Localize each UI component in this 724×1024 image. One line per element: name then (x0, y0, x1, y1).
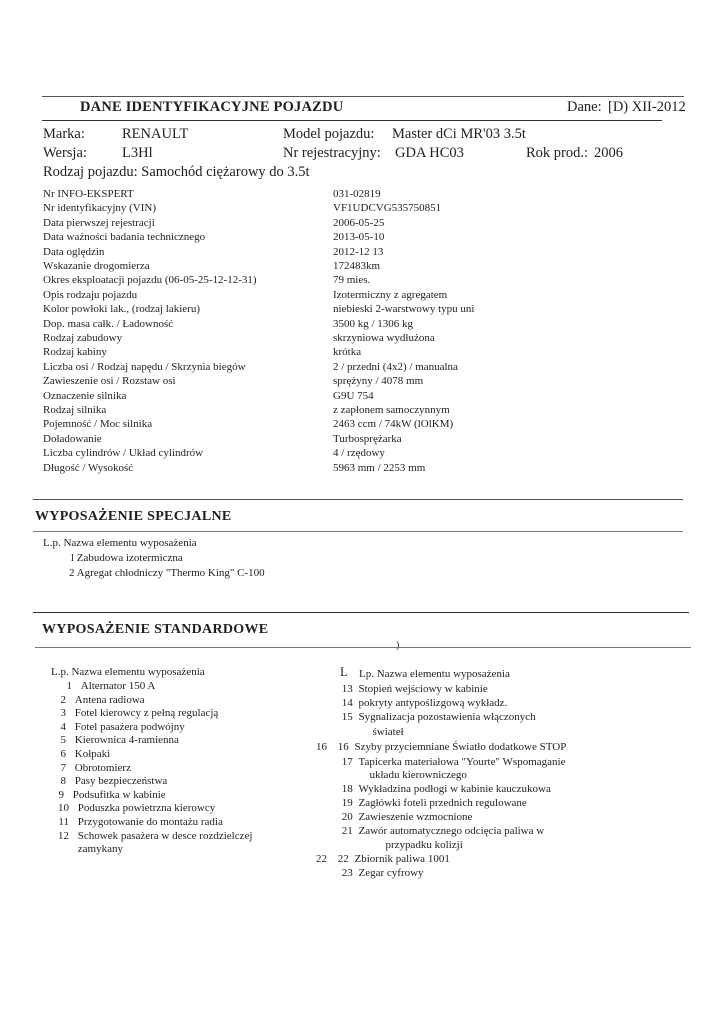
detail-label: Kolor powłoki lak., (rodzaj lakieru) (43, 303, 201, 316)
list-item (310, 756, 565, 770)
item-prefix: 16 (316, 741, 327, 753)
list-item (44, 734, 179, 748)
detail-label: Doładowanie (43, 432, 102, 445)
detail-value: niebieski 2-warstwowy typu uni (333, 303, 475, 316)
item-text: świateł (372, 725, 404, 738)
marka-label: Marka: (43, 126, 85, 142)
list-item (310, 683, 488, 697)
list-item (310, 697, 507, 711)
item-text: Kierownica 4-ramienna (74, 734, 179, 747)
list-item (310, 811, 472, 825)
top-rule (42, 96, 684, 97)
detail-label: Opis rodzaju pojazdu (43, 288, 138, 301)
detail-value: Izotermiczny z agregatem (333, 288, 448, 301)
list-item (44, 775, 167, 789)
detail-label: Dop. masa całk. / Ładowność (43, 317, 174, 330)
detail-label: Data pierwszej rejestracji (43, 216, 155, 229)
special-section-title: WYPOSAŻENIE SPECJALNE (35, 509, 232, 524)
detail-label: Data ważności badania technicznego (43, 231, 206, 244)
item-number: 13 (341, 683, 353, 695)
detail-value: z zapłonem samoczynnym (333, 404, 450, 416)
vehicle-type: Rodzaj pojazdu: Samochód ciężarowy do 3.5t (43, 164, 310, 180)
detail-label: Rodzaj zabudowy (43, 332, 123, 344)
detail-value: 2012-12 13 (333, 245, 384, 258)
item-text: Schowek pasażera w desce rozdzielczej (77, 829, 253, 842)
detail-label: Rodzaj silnika (43, 404, 107, 416)
list-item (42, 789, 166, 803)
item-number: 10 (58, 802, 69, 815)
detail-label: Liczba osi / Rodzaj napędu / Skrzynia biegów (43, 360, 246, 373)
item-text: Tapicerka materiałowa "Yourte" Wspomaganie (358, 756, 566, 768)
item-number: 9 (58, 788, 64, 801)
list-item (310, 711, 536, 725)
item-number: 3 (60, 707, 66, 720)
detail-label: Nr INFO-EKSPERT (43, 188, 134, 200)
detail-value: 172483km (333, 260, 381, 272)
detail-value: 031-02819 (333, 188, 381, 200)
item-number: 17 (341, 756, 353, 768)
detail-value: 5963 mm / 2253 mm (333, 461, 426, 474)
special-top-rule (33, 499, 683, 500)
list-item (44, 748, 110, 762)
model-value: Master dCi MR'03 3.5t (392, 126, 526, 142)
list-item (44, 694, 145, 708)
detail-label: Wskazanie drogomierza (43, 260, 150, 272)
item-number: 12 (58, 829, 69, 842)
detail-label: Nr identyfikacyjny (VIN) (43, 202, 157, 215)
special-item: l Zabudowa izotermiczna (71, 552, 183, 564)
list-item (310, 839, 463, 853)
detail-value: 2013-05-10 (333, 231, 385, 244)
detail-value: G9U 754 (333, 389, 374, 402)
item-text: Fotel kierowcy z pełną regulacją (74, 707, 219, 720)
item-prefix: 22 (316, 853, 327, 865)
date-value: [D) XII-2012 (608, 99, 686, 115)
item-text: przypadku kolizji (385, 839, 463, 851)
list-item (310, 769, 467, 783)
item-text: zamykany (77, 843, 123, 856)
item-number: 23 (341, 867, 353, 879)
item-number: 18 (341, 783, 353, 795)
marka-value: RENAULT (122, 126, 189, 142)
item-text: Antena radiowa (74, 693, 145, 706)
item-number: 20 (341, 811, 353, 823)
item-number: 14 (341, 697, 353, 710)
detail-label: Okres eksploatacji pojazdu (06-05-25-12-12-31) (43, 274, 257, 287)
detail-label: Pojemność / Moc silnika (43, 418, 153, 431)
detail-value: Turbosprężarka (333, 432, 402, 445)
detail-label: Data oględzin (43, 245, 105, 258)
item-number: 11 (58, 816, 69, 828)
list-item (310, 726, 404, 740)
nr-rej-value: GDA HC03 (395, 145, 464, 161)
item-text: układu kierowniczego (369, 769, 467, 781)
standard-right-header-mark: L (340, 664, 348, 679)
item-text: pokryty antypoślizgową wykładz. (358, 697, 508, 710)
item-number: 19 (341, 797, 353, 809)
list-item (47, 830, 252, 844)
item-text: Podsufitka w kabinie (72, 788, 166, 801)
item-text: Zbiornik paliwa 1001 (354, 853, 450, 865)
item-number: 22 (337, 853, 349, 865)
rok-label: Rok prod.: (526, 145, 589, 161)
model-label: Model pojazdu: (283, 126, 375, 142)
detail-label: Liczba cylindrów / Układ cylindrów (43, 447, 204, 460)
item-number: 7 (60, 761, 66, 774)
item-number: 2 (60, 693, 66, 706)
nr-rej-label: Nr rejestracyjny: (283, 145, 381, 161)
wersja-value: L3Hl (122, 145, 153, 161)
detail-label: Długość / Wysokość (43, 461, 134, 474)
stray-mark: ) (396, 640, 400, 651)
detail-value: 4 / rzędowy (333, 447, 385, 460)
list-item (310, 783, 551, 797)
list-item (310, 825, 544, 839)
list-item (310, 797, 527, 811)
item-text: Alternator 150 A (80, 680, 156, 692)
detail-value: 2463 ccm / 74kW (lOlKM) (333, 418, 454, 431)
detail-value: 3500 kg / 1306 kg (333, 317, 414, 330)
list-item (310, 867, 424, 881)
standard-top-rule (33, 612, 689, 613)
standard-section-title: WYPOSAŻENIE STANDARDOWE (42, 622, 269, 637)
item-text: Zawór automatycznego odcięcia paliwa w (358, 825, 545, 837)
list-item (47, 816, 223, 830)
detail-value: VF1UDCVG535750851 (333, 202, 442, 215)
item-number: 15 (341, 711, 353, 724)
item-number: 21 (341, 825, 353, 837)
detail-value: 2 / przedni (4x2) / manualna (333, 360, 458, 373)
list-item (44, 721, 185, 735)
detail-value: 79 mies. (333, 274, 371, 287)
item-number: 6 (60, 748, 66, 760)
list-item (44, 707, 218, 721)
item-text: Stopień wejściowy w kabinie (358, 683, 488, 695)
item-number: 8 (60, 775, 66, 788)
detail-value: skrzyniowa wydłużona (333, 332, 435, 344)
item-text: Obrotomierz (74, 761, 131, 774)
detail-label: Zawieszenie osi / Rozstaw osi (43, 375, 176, 388)
item-text: Wykładzina podłogi w kabinie kauczukowa (358, 783, 551, 795)
standard-left-header: L.p. Nazwa elementu wyposażenia (51, 666, 205, 678)
list-item (50, 680, 155, 694)
detail-value: 2006-05-25 (333, 216, 385, 229)
detail-label: Oznaczenie silnika (43, 389, 127, 402)
item-text: Poduszka powietrzna kierowcy (77, 802, 216, 815)
wersja-label: Wersja: (43, 145, 87, 161)
item-text: Pasy bezpieczeństwa (74, 775, 168, 788)
header-rule (42, 120, 662, 121)
special-item: 2 Agregat chłodniczy "Thermo King" C-100 (69, 567, 265, 579)
list-item (316, 853, 450, 867)
item-number: 16 (337, 741, 349, 753)
item-text: Sygnalizacja pozostawienia włączonych (358, 711, 536, 724)
item-text: Szyby przyciemniane Światło dodatkowe STOP (354, 741, 567, 753)
item-number: 5 (60, 734, 66, 747)
item-text: Zawieszenie wzmocnione (358, 811, 473, 823)
item-text: Przygotowanie do montażu radia (77, 816, 223, 828)
item-text: Fotel pasażera podwójny (74, 720, 185, 733)
list-item (316, 741, 566, 755)
standard-bottom-rule (35, 647, 691, 648)
detail-value: sprężyny / 4078 mm (333, 375, 424, 388)
item-text: Kołpaki (74, 748, 111, 760)
special-bottom-rule (33, 531, 683, 532)
detail-value: krótka (333, 346, 362, 359)
special-list-header: L.p. Nazwa elementu wyposażenia (43, 537, 197, 549)
list-item (47, 843, 123, 857)
rok-value: 2006 (594, 145, 623, 161)
item-number: 4 (60, 720, 66, 733)
date-label: Dane: (567, 99, 602, 115)
list-item (47, 802, 215, 816)
detail-label: Rodzaj kabiny (43, 346, 107, 359)
item-text: Zagłówki foteli przednich regulowane (358, 797, 527, 809)
document-title: DANE IDENTYFIKACYJNE POJAZDU (80, 99, 344, 115)
item-number: 1 (66, 680, 72, 692)
item-text: Zegar cyfrowy (358, 867, 424, 879)
list-item (44, 762, 131, 776)
standard-right-header: Lp. Nazwa elementu wyposażenia (359, 668, 510, 680)
